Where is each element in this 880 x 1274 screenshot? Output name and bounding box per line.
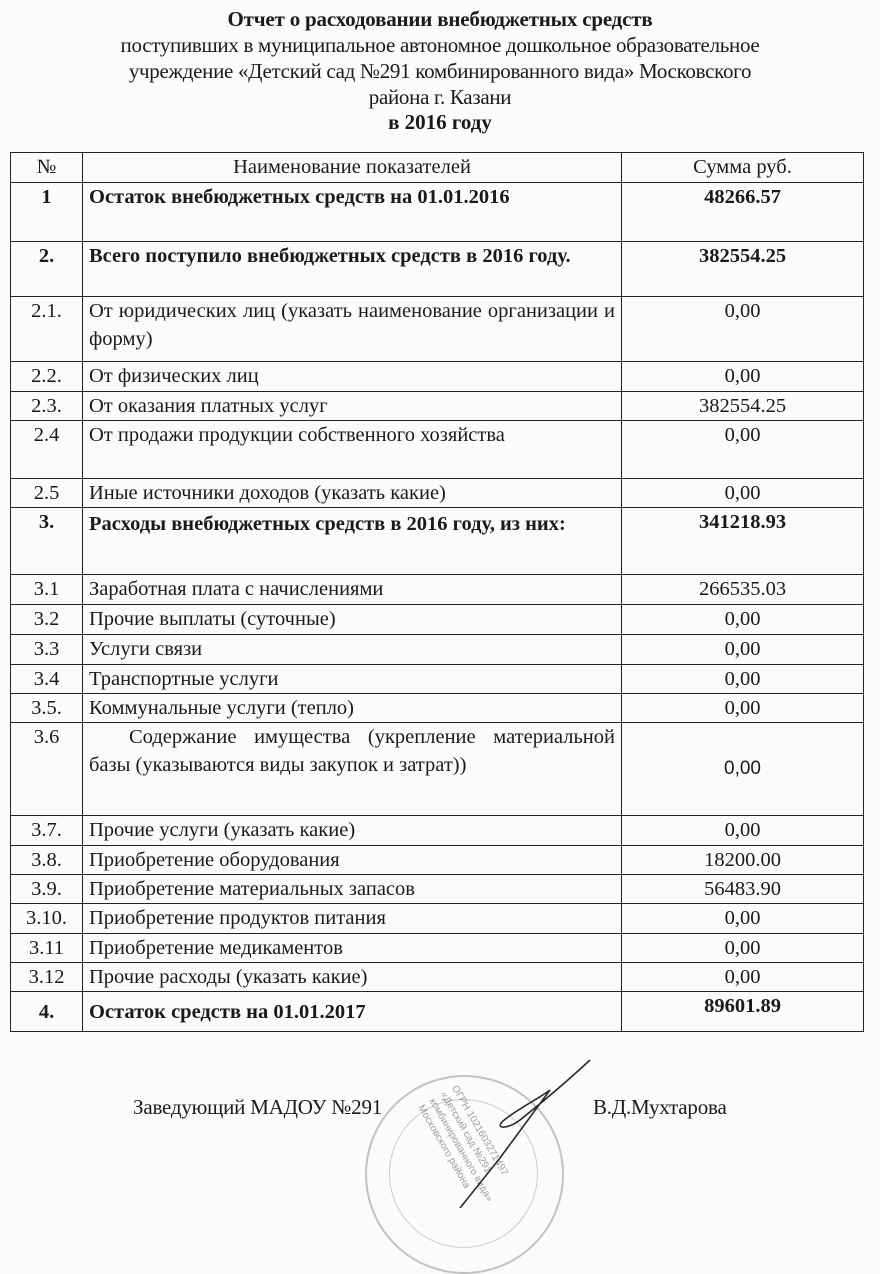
row-number: 3.5. xyxy=(11,694,83,723)
row-name: Коммунальные услуги (тепло) xyxy=(83,694,622,723)
row-name: Содержание имущества (укрепление материальной базы (указываются виды закупок и затрат)) xyxy=(83,723,622,816)
row-sum: 382554.25 xyxy=(622,242,864,297)
row-name: Прочие выплаты (суточные) xyxy=(83,605,622,635)
row-number: 3.4 xyxy=(11,665,83,694)
row-number: 3.7. xyxy=(11,816,83,846)
row-number: 3.8. xyxy=(11,846,83,875)
row-name: Транспортные услуги xyxy=(83,665,622,694)
table-row xyxy=(11,934,864,963)
signatory-position: Заведующий МАДОУ №291 xyxy=(133,1095,383,1119)
table-row xyxy=(11,362,864,392)
row-number: 3.3 xyxy=(11,635,83,665)
row-sum: 89601.89 xyxy=(622,992,864,1032)
row-sum: 266535.03 xyxy=(622,575,864,605)
table-row xyxy=(11,723,864,816)
stamp-text: ОГРН 1021603271497 «Детский сад №291 комбинированного вида» Московского района xyxy=(415,1083,510,1204)
subtitle-line-1: поступивших в муниципальное автономное дошкольное образовательное xyxy=(120,33,760,57)
document-title: Отчет о расходовании внебюджетных средств xyxy=(227,7,653,31)
row-sum: 0,00 xyxy=(622,297,864,362)
row-number: 3.2 xyxy=(11,605,83,635)
row-number: 3.10. xyxy=(11,904,83,934)
row-number: 3.11 xyxy=(11,934,83,963)
signatory-name: В.Д.Мухтарова xyxy=(593,1095,727,1119)
row-sum: 0,00 xyxy=(622,934,864,963)
row-sum: 48266.57 xyxy=(622,183,864,242)
row-sum: 0,00 xyxy=(622,904,864,934)
row-name: Услуги связи xyxy=(83,635,622,665)
row-name: Остаток внебюджетных средств на 01.01.2016 xyxy=(83,183,622,242)
row-number: 1 xyxy=(11,183,83,242)
row-number: 3.1 xyxy=(11,575,83,605)
row-name: Прочие расходы (указать какие) xyxy=(83,963,622,992)
row-name: От юридических лиц (указать наименование организации и форму) xyxy=(83,297,622,362)
row-name: Всего поступило внебюджетных средств в 2016 году. xyxy=(83,242,622,297)
row-number: 2.3. xyxy=(11,392,83,421)
row-sum: 0,00 xyxy=(622,816,864,846)
column-header-number: № xyxy=(11,153,83,183)
signature-icon xyxy=(440,1058,610,1208)
row-name: Иные источники доходов (указать какие) xyxy=(83,479,622,508)
row-number: 2.2. xyxy=(11,362,83,392)
table-row xyxy=(11,992,864,1032)
table-row xyxy=(11,665,864,694)
subtitle-line-3: района г. Казани xyxy=(368,85,512,109)
table-row xyxy=(11,575,864,605)
table-row xyxy=(11,242,864,297)
row-sum: 18200.00 xyxy=(622,846,864,875)
row-name: Заработная плата с начислениями xyxy=(83,575,622,605)
row-name: Приобретение продуктов питания xyxy=(83,904,622,934)
table-row xyxy=(11,421,864,479)
row-sum: 341218.93 xyxy=(622,508,864,575)
row-sum: 0,00 xyxy=(622,723,864,816)
table-row xyxy=(11,605,864,635)
table-row xyxy=(11,904,864,934)
row-name: Приобретение материальных запасов xyxy=(83,875,622,904)
row-number: 4. xyxy=(11,992,83,1032)
row-sum: 0,00 xyxy=(622,635,864,665)
row-number: 3.12 xyxy=(11,963,83,992)
row-number: 2.4 xyxy=(11,421,83,479)
row-sum: 0,00 xyxy=(622,479,864,508)
document-header xyxy=(0,6,880,134)
table-header-row xyxy=(11,153,864,183)
table-row xyxy=(11,875,864,904)
column-header-sum: Сумма руб. xyxy=(622,153,864,183)
row-number: 2.5 xyxy=(11,479,83,508)
row-number: 3. xyxy=(11,508,83,575)
column-header-name: Наименование показателей xyxy=(83,153,622,183)
row-sum: 0,00 xyxy=(622,694,864,723)
subtitle-line-2: учреждение «Детский сад №291 комбинированного вида» Московского xyxy=(128,59,752,83)
table-row xyxy=(11,392,864,421)
row-number: 3.6 xyxy=(11,723,83,816)
row-number: 3.9. xyxy=(11,875,83,904)
table-row xyxy=(11,816,864,846)
row-name: От оказания платных услуг xyxy=(83,392,622,421)
row-number: 2. xyxy=(11,242,83,297)
row-name: Приобретение медикаментов xyxy=(83,934,622,963)
table-row xyxy=(11,694,864,723)
table-row xyxy=(11,963,864,992)
row-sum: 382554.25 xyxy=(622,392,864,421)
table-row xyxy=(11,183,864,242)
expense-report-table xyxy=(10,152,864,1032)
row-sum: 0,00 xyxy=(622,421,864,479)
table-row xyxy=(11,479,864,508)
row-sum: 0,00 xyxy=(622,665,864,694)
row-sum: 0,00 xyxy=(622,605,864,635)
row-sum: 0,00 xyxy=(622,362,864,392)
row-name: От продажи продукции собственного хозяйства xyxy=(83,421,622,479)
row-name: Прочие услуги (указать какие) xyxy=(83,816,622,846)
row-name: Приобретение оборудования xyxy=(83,846,622,875)
report-year: в 2016 году xyxy=(388,110,492,134)
row-sum: 0,00 xyxy=(622,963,864,992)
row-sum: 56483.90 xyxy=(622,875,864,904)
table-row xyxy=(11,297,864,362)
row-name: Расходы внебюджетных средств в 2016 году, из них: xyxy=(83,508,622,575)
row-name: Остаток средств на 01.01.2017 xyxy=(83,992,622,1032)
row-name: От физических лиц xyxy=(83,362,622,392)
table-row xyxy=(11,508,864,575)
table-row xyxy=(11,635,864,665)
row-number: 2.1. xyxy=(11,297,83,362)
table-row xyxy=(11,846,864,875)
